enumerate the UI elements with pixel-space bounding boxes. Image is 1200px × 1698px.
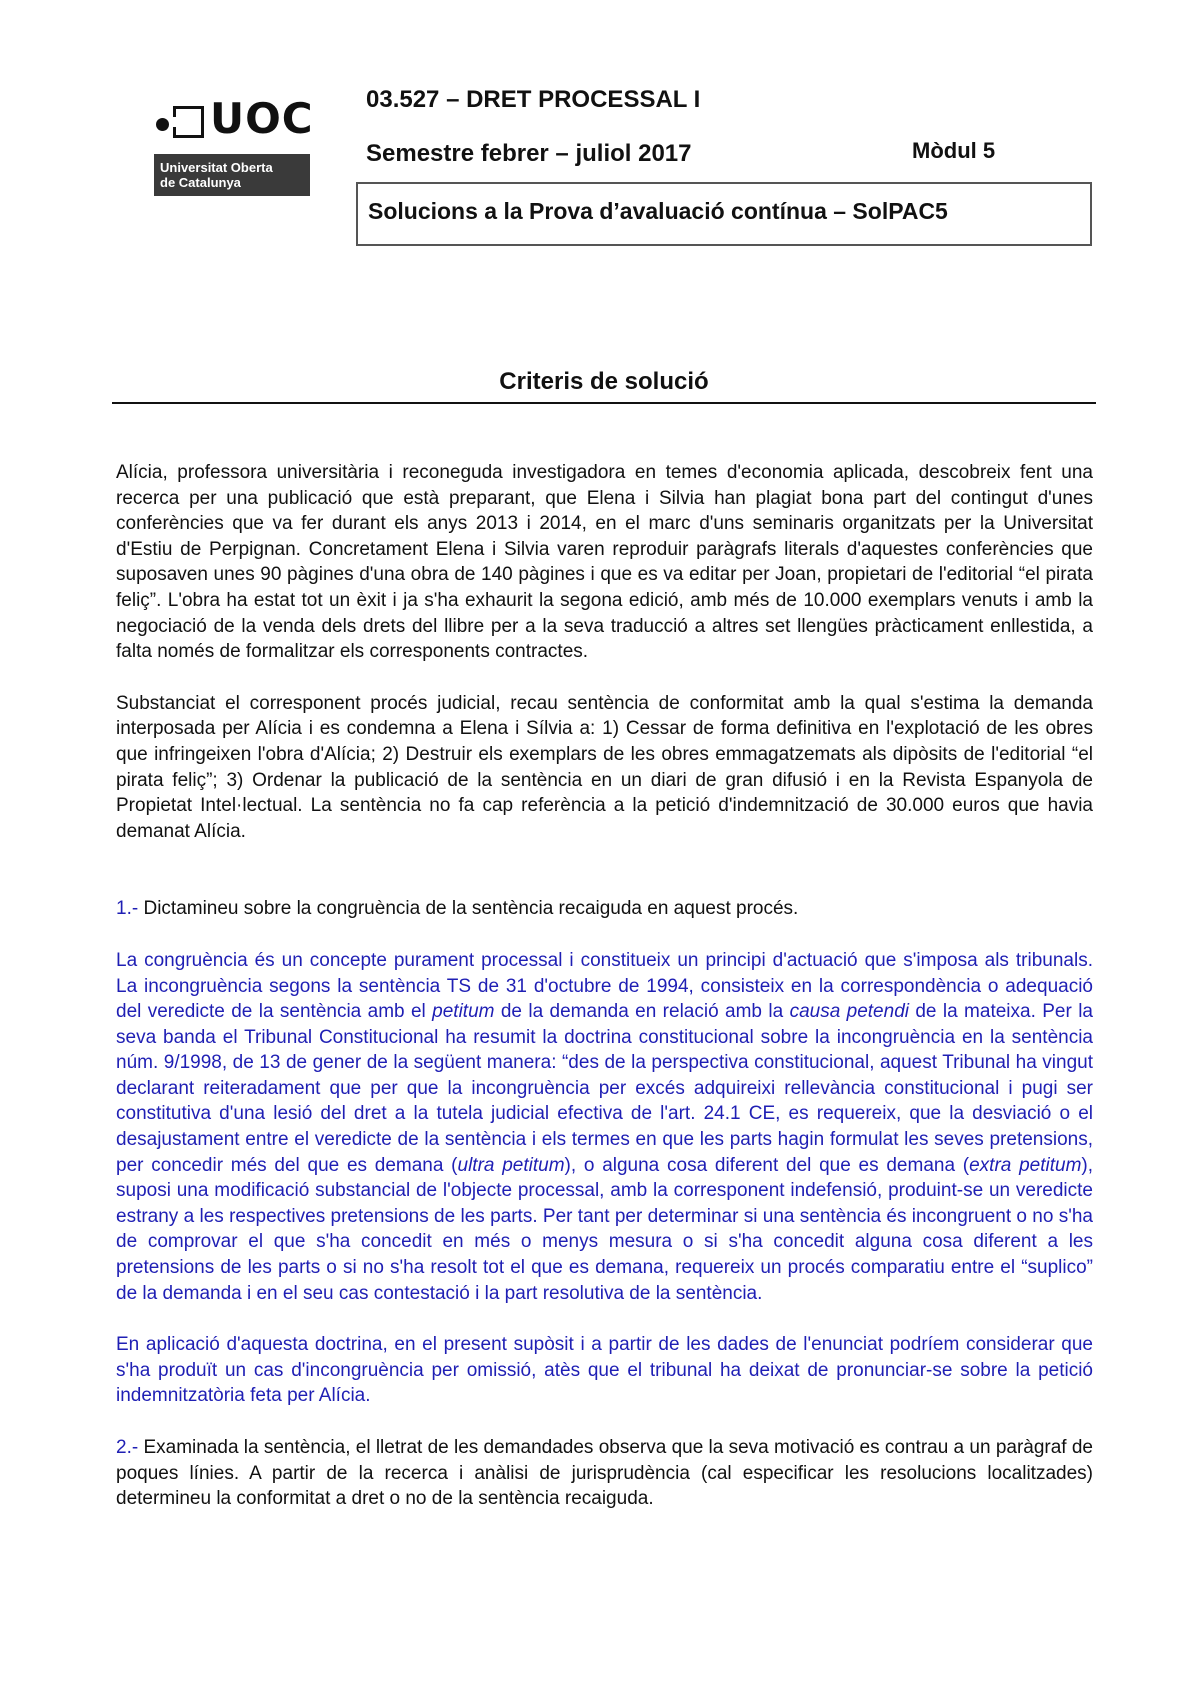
question-2-number: 2.-	[116, 1437, 139, 1458]
answer-1-italic-causa: causa petendi	[789, 1001, 909, 1023]
answer-1-text-c: de la mateixa. Per la seva banda el Tribunal Constitucional ha resumit la doctrina constitucional sobre la incongruència en la sentència núm. 9/1998, de 13 de gener de la següent manera: “des de la perspectiva constitucional, aquest Tribunal ha vingut declarant reiteradament que per que la incongruència per excés adquireixi rellevància constitucional i pugi ser constitutiva d'una lesió del dret a la tutela judicial efectiva de l'art. 24.1 CE, es requereix, que la desviació o el desajustament entre el veredicte de la sentència i els termes en que les parts hagin formulat les seves pretensions, per concedir més del que es demana (	[116, 1001, 1093, 1176]
answer-1-text-d: ), o alguna cosa diferent del que es demana (	[564, 1154, 970, 1176]
answer-1-text-b: de la demanda en relació amb la	[494, 1001, 790, 1023]
logo-box	[173, 106, 204, 138]
logo-subtitle	[154, 154, 310, 196]
semester-label: Semestre febrer – juliol 2017	[366, 140, 692, 167]
document-title-box	[356, 182, 1092, 246]
question-2-text: Examinada la sentència, el lletrat de les demandades observa que la seva motivació es contrau a un paràgraf de poques línies. A partir de la recerca i anàlisi de jurisprudència (cal especificar les resolucions localitzades) determineu la conformitat a dret o no de la sentència recaiguda.	[116, 1437, 1093, 1510]
question-2	[116, 1435, 1093, 1512]
logo-dot	[156, 118, 169, 131]
case-paragraph-1: Alícia, professora universitària i reconeguda investigadora en temes d'economia aplicada, descobreix fent una recerca per una publicació que està preparant, que Elena i Silvia han plagiat bona part del contingut d'unes conferències que va fer durant els anys 2013 i 2014, en el marc d'uns seminaris organitzats per la Universitat d'Estiu de Perpignan. Concretament Elena i Silvia varen reproduir paràgrafs literals d'aquestes conferències que suposaven unes 90 pàgines d'una obra de 140 pàgines i que es va editar per Joan, propietari de l'editorial “el pirata feliç”. L'obra ha estat tot un èxit i ja s'ha exhaurit la segona edició, amb més de 10.000 exemplars venuts i amb la negociació de la venda dels drets del llibre per a la seva traducció a altres set llengües pràcticament enllestida, a falta només de formalitzar els corresponents contractes.	[116, 462, 1093, 663]
document-body	[116, 460, 1093, 1538]
question-1-number: 1.-	[116, 898, 139, 920]
question-1	[116, 896, 1093, 922]
case-paragraph-2: Substanciat el corresponent procés judicial, recau sentència de conformitat amb la qual s'estima la demanda interposada per Alícia i es condemna a Elena i Sílvia a: 1) Cessar de forma definitiva en l'explotació de les obres que infringeixen l'obra d'Alícia; 2) Destruir els exemplars de les obres emmagatzemats als dipòsits de l'editorial “el pirata feliç”; 3) Ordenar la publicació de la sentència en un diari de gran difusió i en la Revista Espanyola de Propietat Intel·lectual. La sentència no fa cap referència a la petició d'indemnització de 30.000 euros que havia demanat Alícia.	[116, 692, 1093, 842]
logo-subtitle-line1: Universitat Oberta	[160, 160, 273, 175]
logo-subtitle-line2: de Catalunya	[160, 175, 241, 190]
course-title: 03.527 – DRET PROCESSAL I	[366, 86, 701, 113]
answer-1-paragraph-1	[116, 948, 1093, 1306]
uoc-logo-mark	[154, 104, 206, 144]
answer-1-italic-ultra: ultra petitum	[457, 1154, 565, 1176]
answer-1-italic-petitum: petitum	[432, 1001, 495, 1023]
section-heading: Criteris de solució	[499, 368, 709, 395]
module-label: Mòdul 5	[912, 138, 996, 163]
answer-1-text-a: La congruència és un concepte purament processal i constitueix un principi d'actuació que s'imposa als tribunals. La incongruència segons la sentència TS de 31 d'octubre de 1994, consisteix en la correspondència o adequació del veredicte de la sentència amb el	[116, 949, 1093, 1023]
question-1-text: Dictamineu sobre la congruència de la sentència recaiguda en aquest procés.	[138, 898, 799, 920]
heading-underline	[112, 402, 1096, 404]
answer-1-text-e: ), suposi una modificació substancial de l'objecte processal, amb la corresponent indefensió, produint-se un veredicte estrany a les respectives pretensions de les parts. Per tant per determinar si una sentència és incongruent o no s'ha de comprovar el que s'ha concedit en més o menys mesura o si s'ha concedit alguna cosa diferent a les pretensions de les parts o si no s'ha resolt tot el que es demana, requereix un procés comparatiu entre el “suplico” de la demanda i en el seu cas contestació i la part resolutiva de la sentència.	[116, 1154, 1094, 1304]
answer-1-paragraph-2: En aplicació d'aquesta doctrina, en el present supòsit i a partir de les dades de l'enunciat podríem considerar que s'ha produït un cas d'incongruència per omissió, atès que el tribunal ha deixat de pronunciar-se sobre la petició indemnitzatòria feta per Alícia.	[116, 1334, 1093, 1407]
document-title: Solucions a la Prova d’avaluació contínua – SolPAC5	[368, 198, 948, 224]
answer-1-italic-extra: extra petitum	[969, 1154, 1082, 1176]
uoc-logo	[154, 94, 314, 200]
logo-wordmark: UOC	[210, 94, 314, 143]
